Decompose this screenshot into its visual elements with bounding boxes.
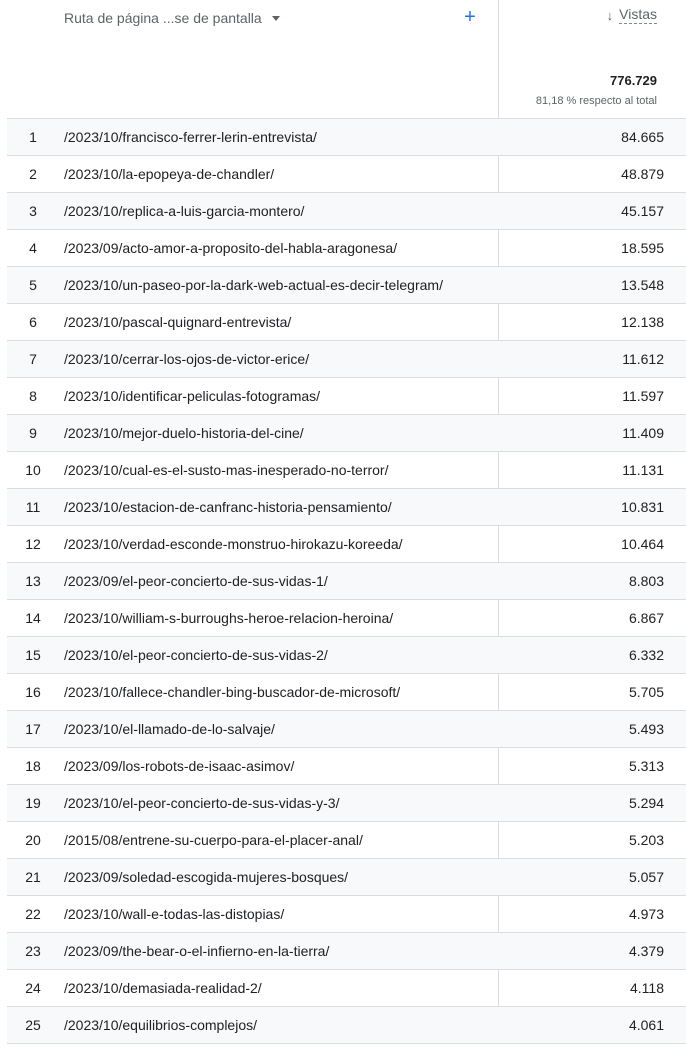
row-index: 12 bbox=[25, 536, 41, 552]
row-page-path[interactable]: /2023/10/el-llamado-de-lo-salvaje/ bbox=[64, 721, 275, 737]
table-row[interactable] bbox=[7, 636, 686, 673]
row-page-path[interactable]: /2023/09/los-robots-de-isaac-asimov/ bbox=[64, 758, 295, 774]
row-index: 23 bbox=[25, 943, 41, 959]
sort-descending-icon: ↓ bbox=[606, 7, 614, 23]
row-index: 20 bbox=[25, 832, 41, 848]
row-page-path[interactable]: /2023/09/soledad-escogida-mujeres-bosques/ bbox=[64, 869, 349, 885]
row-page-path[interactable]: /2023/10/identificar-peliculas-fotogramas/ bbox=[64, 388, 321, 404]
row-page-path[interactable]: /2023/10/wall-e-todas-las-distopias/ bbox=[64, 906, 285, 922]
row-page-path[interactable]: /2023/10/verdad-esconde-monstruo-hirokazu-koreeda/ bbox=[64, 536, 403, 552]
row-page-path[interactable]: /2023/10/estacion-de-canfranc-historia-pensamiento/ bbox=[64, 499, 392, 515]
row-page-path[interactable]: /2023/10/francisco-ferrer-lerin-entrevista/ bbox=[64, 129, 317, 145]
row-page-path[interactable]: /2023/10/el-peor-concierto-de-sus-vidas-y-3/ bbox=[64, 795, 340, 811]
row-views-value: 4.118 bbox=[630, 980, 664, 996]
row-index: 24 bbox=[25, 980, 41, 996]
table-row[interactable] bbox=[7, 858, 686, 895]
table-row[interactable] bbox=[7, 118, 686, 155]
row-index: 7 bbox=[29, 351, 37, 367]
row-views-value: 8.803 bbox=[628, 573, 664, 589]
row-page-path[interactable]: /2023/10/mejor-duelo-historia-del-cine/ bbox=[64, 425, 304, 441]
table-row[interactable] bbox=[7, 525, 686, 562]
row-index: 17 bbox=[25, 721, 41, 737]
dimension-selector[interactable] bbox=[64, 8, 280, 28]
table-row[interactable] bbox=[7, 192, 686, 229]
row-index: 14 bbox=[25, 610, 41, 626]
table-row[interactable] bbox=[7, 895, 686, 932]
table-row[interactable] bbox=[7, 673, 686, 710]
row-views-value: 11.612 bbox=[622, 351, 664, 367]
row-index: 19 bbox=[25, 795, 41, 811]
table-row[interactable] bbox=[7, 303, 686, 340]
row-page-path[interactable]: /2023/10/equilibrios-complejos/ bbox=[64, 1017, 257, 1033]
row-views-value: 4.973 bbox=[628, 906, 664, 922]
row-index: 10 bbox=[25, 462, 41, 478]
table-row[interactable] bbox=[7, 821, 686, 858]
row-index: 9 bbox=[29, 425, 37, 441]
row-views-value: 11.409 bbox=[622, 425, 664, 441]
row-page-path[interactable]: /2023/10/cual-es-el-susto-mas-inesperado-no-terror/ bbox=[64, 462, 389, 478]
row-index: 21 bbox=[25, 869, 41, 885]
row-page-path[interactable]: /2023/09/el-peor-concierto-de-sus-vidas-1/ bbox=[64, 573, 328, 589]
table-header bbox=[0, 0, 686, 118]
row-index: 1 bbox=[29, 129, 37, 145]
row-page-path[interactable]: /2015/08/entrene-su-cuerpo-para-el-placer-anal/ bbox=[64, 832, 363, 848]
row-index: 5 bbox=[29, 277, 37, 293]
total-percent-text: 81,18 % respecto al total bbox=[535, 95, 657, 107]
row-page-path[interactable]: /2023/10/la-epopeya-de-chandler/ bbox=[64, 166, 275, 182]
row-views-value: 5.493 bbox=[628, 721, 664, 737]
row-views-value: 18.595 bbox=[621, 240, 664, 256]
row-views-value: 6.332 bbox=[628, 647, 664, 663]
row-page-path[interactable]: /2023/10/un-paseo-por-la-dark-web-actual-es-decir-telegram/ bbox=[64, 277, 443, 293]
table-row[interactable] bbox=[7, 969, 686, 1006]
table-row[interactable] bbox=[7, 451, 686, 488]
row-index: 11 bbox=[25, 499, 41, 515]
row-index: 3 bbox=[29, 203, 37, 219]
row-index: 16 bbox=[25, 684, 41, 700]
row-index: 25 bbox=[25, 1017, 41, 1033]
row-index: 15 bbox=[25, 647, 41, 663]
metric-label: Vistas bbox=[619, 6, 657, 22]
row-index: 18 bbox=[25, 758, 41, 774]
row-page-path[interactable]: /2023/10/pascal-quignard-entrevista/ bbox=[64, 314, 292, 330]
table-body bbox=[7, 118, 686, 1044]
table-row[interactable] bbox=[7, 155, 686, 192]
row-views-value: 13.548 bbox=[621, 277, 664, 293]
row-index: 4 bbox=[29, 240, 37, 256]
row-page-path[interactable]: /2023/10/replica-a-luis-garcia-montero/ bbox=[64, 203, 305, 219]
row-views-value: 5.057 bbox=[628, 869, 664, 885]
dimension-label: Ruta de página ...se de pantalla bbox=[64, 10, 262, 26]
table-row[interactable] bbox=[7, 488, 686, 525]
caret-down-icon bbox=[272, 16, 280, 21]
row-page-path[interactable]: /2023/10/fallece-chandler-bing-buscador-de-microsoft/ bbox=[64, 684, 401, 700]
table-row[interactable] bbox=[7, 266, 686, 303]
row-index: 2 bbox=[29, 166, 37, 182]
row-views-value: 5.313 bbox=[628, 758, 664, 774]
table-row[interactable] bbox=[7, 747, 686, 784]
row-page-path[interactable]: /2023/10/cerrar-los-ojos-de-victor-erice/ bbox=[64, 351, 310, 367]
table-row[interactable] bbox=[7, 784, 686, 821]
table-row[interactable] bbox=[7, 562, 686, 599]
row-index: 8 bbox=[29, 388, 37, 404]
row-page-path[interactable]: /2023/10/el-peor-concierto-de-sus-vidas-2/ bbox=[64, 647, 328, 663]
row-views-value: 11.131 bbox=[622, 462, 664, 478]
row-views-value: 48.879 bbox=[621, 166, 664, 182]
table-row[interactable] bbox=[7, 710, 686, 747]
row-views-value: 5.203 bbox=[628, 832, 664, 848]
metric-header-views[interactable] bbox=[607, 6, 657, 24]
row-page-path[interactable]: /2023/09/the-bear-o-el-infierno-en-la-tierra/ bbox=[64, 943, 330, 959]
table-row[interactable] bbox=[7, 414, 686, 451]
table-row[interactable] bbox=[7, 229, 686, 266]
row-views-value: 4.379 bbox=[628, 943, 664, 959]
row-views-value: 11.597 bbox=[622, 388, 664, 404]
row-index: 22 bbox=[25, 906, 41, 922]
row-views-value: 84.665 bbox=[621, 129, 664, 145]
total-views-value: 776.729 bbox=[610, 73, 657, 88]
table-row[interactable] bbox=[7, 340, 686, 377]
table-row[interactable] bbox=[7, 932, 686, 969]
row-page-path[interactable]: /2023/09/acto-amor-a-proposito-del-habla-aragonesa/ bbox=[64, 240, 398, 256]
table-row[interactable] bbox=[7, 599, 686, 636]
row-index: 13 bbox=[25, 573, 41, 589]
row-views-value: 12.138 bbox=[621, 314, 664, 330]
row-page-path[interactable]: /2023/10/demasiada-realidad-2/ bbox=[64, 980, 262, 996]
row-views-value: 6.867 bbox=[628, 610, 664, 626]
row-views-value: 4.061 bbox=[628, 1017, 664, 1033]
table-row[interactable] bbox=[7, 377, 686, 414]
row-index: 6 bbox=[29, 314, 37, 330]
row-views-value: 10.831 bbox=[621, 499, 664, 515]
table-row[interactable] bbox=[7, 1006, 686, 1044]
row-views-value: 10.464 bbox=[621, 536, 664, 552]
row-page-path[interactable]: /2023/10/william-s-burroughs-heroe-relacion-heroina/ bbox=[64, 610, 394, 626]
row-views-value: 45.157 bbox=[621, 203, 664, 219]
row-views-value: 5.294 bbox=[628, 795, 664, 811]
add-dimension-button[interactable]: + bbox=[464, 6, 476, 28]
row-views-value: 5.705 bbox=[628, 684, 664, 700]
